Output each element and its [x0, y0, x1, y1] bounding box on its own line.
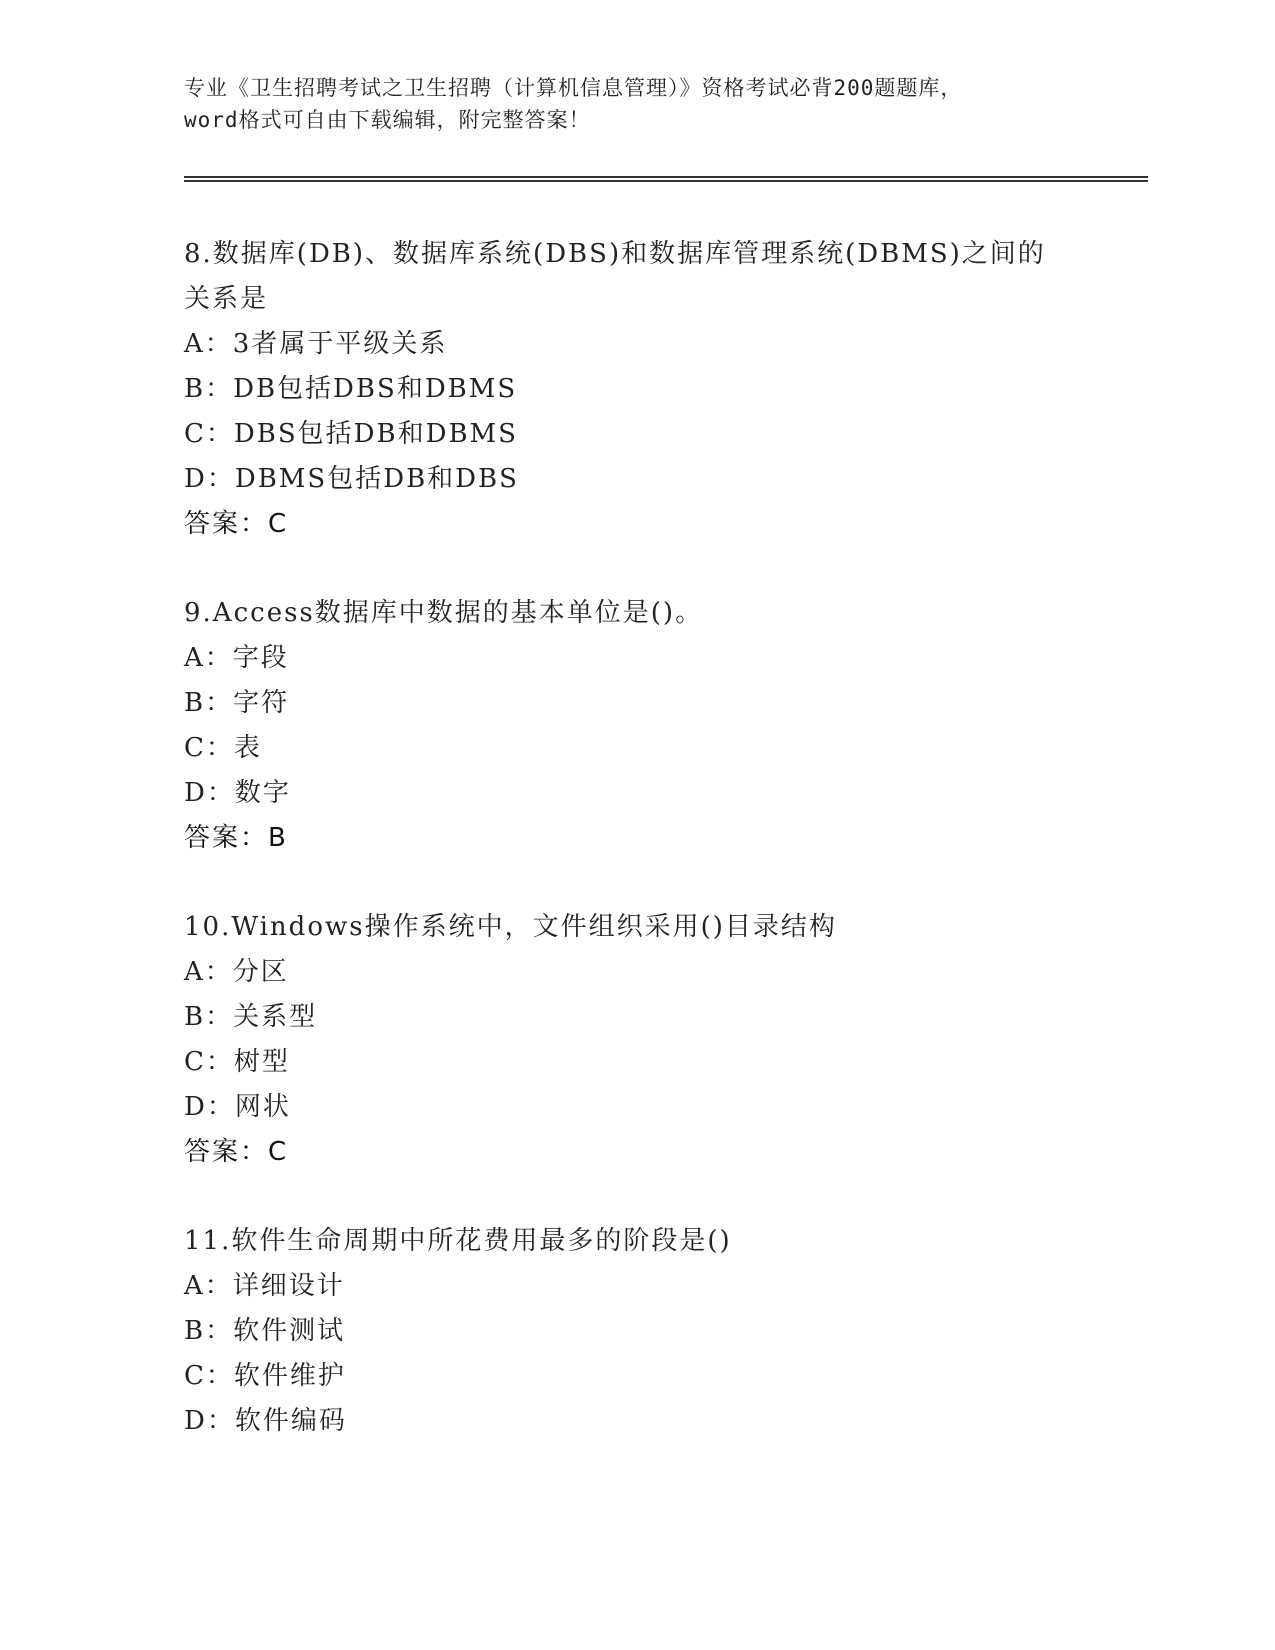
option-a: A：3者属于平级关系 — [184, 329, 448, 359]
option-c: C：树型 — [184, 1047, 290, 1077]
question-stem: 9.Access数据库中数据的基本单位是()。 — [184, 598, 704, 628]
option-c: C：软件维护 — [184, 1361, 346, 1391]
option-b: B：软件测试 — [184, 1316, 346, 1346]
option-c: C：DBS包括DB和DBMS — [184, 419, 518, 449]
question-item — [184, 905, 1064, 1175]
header-line-1: 专业《卫生招聘考试之卫生招聘（计算机信息管理）》资格考试必背200题题库， — [184, 76, 963, 100]
option-d: D：软件编码 — [184, 1406, 347, 1436]
option-b: B：关系型 — [184, 1002, 318, 1032]
document-header — [184, 72, 1084, 136]
option-a: A：详细设计 — [184, 1271, 345, 1301]
option-b: B：字符 — [184, 688, 290, 718]
header-line-2: word格式可自由下载编辑，附完整答案！ — [184, 108, 591, 132]
option-a: A：字段 — [184, 643, 289, 673]
option-a: A：分区 — [184, 957, 289, 987]
question-answer: 答案：B — [184, 823, 288, 853]
question-item — [184, 591, 1064, 861]
question-stem: 11.软件生命周期中所花费用最多的阶段是() — [184, 1226, 732, 1256]
question-stem: 10.Windows操作系统中，文件组织采用()目录结构 — [184, 912, 837, 942]
question-list — [184, 232, 1064, 1488]
option-c: C：表 — [184, 733, 262, 763]
question-item — [184, 1219, 1064, 1444]
header-divider — [184, 176, 1148, 182]
option-b: B：DB包括DBS和DBMS — [184, 374, 518, 404]
option-d: D：数字 — [184, 778, 291, 808]
option-d: D：网状 — [184, 1092, 291, 1122]
question-answer: 答案：C — [184, 509, 289, 539]
question-stem: 8.数据库(DB)、数据库系统(DBS)和数据库管理系统(DBMS)之间的关系是 — [184, 239, 1046, 314]
option-d: D：DBMS包括DB和DBS — [184, 464, 519, 494]
question-item — [184, 232, 1064, 547]
question-answer: 答案：C — [184, 1137, 289, 1167]
